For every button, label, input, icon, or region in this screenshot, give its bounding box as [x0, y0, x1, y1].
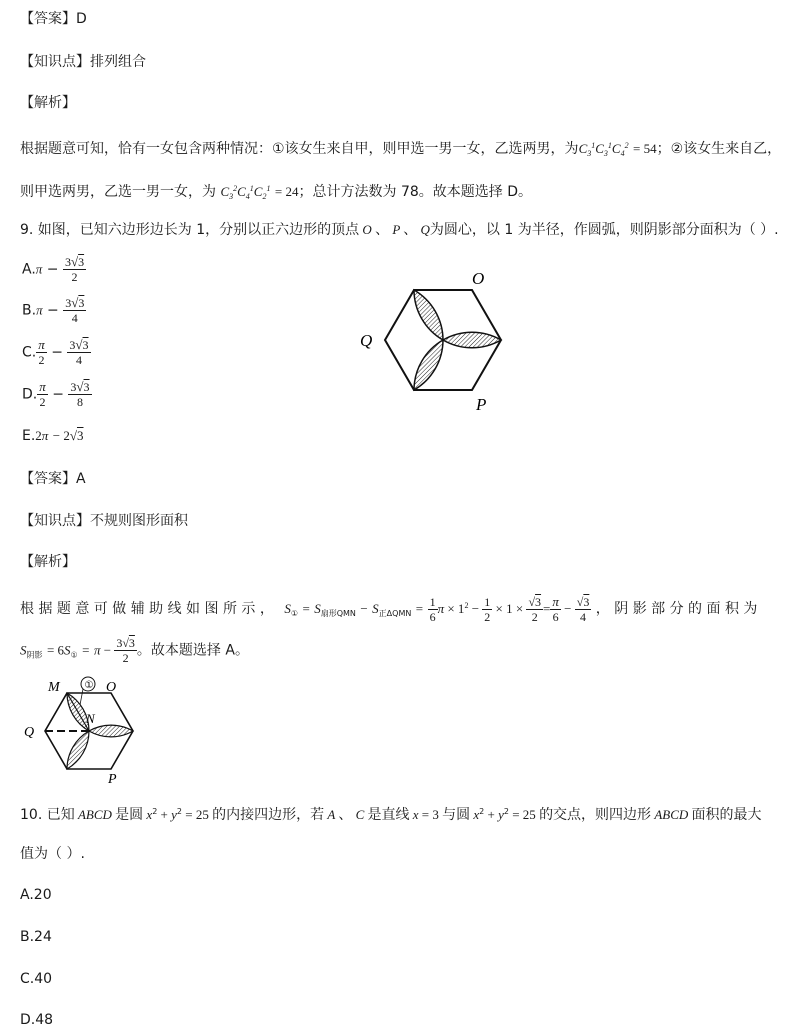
question-10-line-2: 值为（ ）. — [20, 846, 85, 862]
label-q: Q — [360, 331, 373, 350]
analysis-paragraph-1a: 根据题意可知，恰有一女包含两种情况：①该女生来自甲，则甲选一男一女，乙选两男，为$C_3^1C_3^1C_4^2 = 54$；②该女生来自乙， — [20, 141, 782, 158]
knowledge-point-line-2: 【知识点】不规则图形面积 — [20, 513, 188, 529]
q9-option-a: A.π − $\frac{3√3}{2}$ — [22, 254, 85, 284]
question-9: 9. 如图，已知六边形边长为 1，分别以正六边形的顶点 O 、 P 、 Q为圆心，以 1 为半径，作圆弧，则阴影部分面积为（ ）. — [20, 222, 779, 238]
q10-option-d: D.48 — [20, 1012, 54, 1028]
label-o-2: O — [106, 680, 117, 695]
analysis-paragraph-1b: 则甲选两男，乙选一男一女，为 $C_3^2C_4^1C_2^1 = 24$；总计方法数为 78。故本题选择 D。 — [20, 184, 533, 201]
combination-expr-2: $C_3^2C_4^1C_2^1$ — [220, 184, 271, 201]
label-q-2: Q — [24, 725, 35, 740]
answer-line-1: 【答案】D — [20, 11, 87, 27]
analysis-label-2: 【解析】 — [20, 554, 76, 570]
q9-option-c: C. $\frac{\pi}{2}$ − $\frac{3√3}{4}$ — [22, 337, 89, 367]
label-n: N — [86, 711, 95, 726]
label-p-2: P — [108, 772, 117, 787]
answer-line-2: 【答案】A — [20, 471, 86, 487]
label-m: M — [48, 680, 60, 695]
q10-option-a: A.20 — [20, 887, 52, 903]
q10-option-c: C.40 — [20, 971, 53, 987]
analysis-label-1: 【解析】 — [20, 95, 76, 111]
label-o: O — [472, 269, 485, 288]
q9-option-e: E.2π − 2√3 — [22, 428, 84, 444]
q10-option-b: B.24 — [20, 929, 52, 945]
analysis-paragraph-2b: $S_{阴影} = 6S_① = \pi$ − $\frac{3√3}{2}$ 。故本题选择 A。 — [20, 636, 249, 665]
label-p: P — [476, 395, 487, 414]
circled-one: ① — [84, 680, 94, 691]
hexagon-figure-1 — [350, 262, 530, 414]
knowledge-point-line-1: 【知识点】排列组合 — [20, 54, 146, 70]
q9-option-b: B.π − $\frac{3√3}{4}$ — [22, 295, 85, 325]
q9-option-d: D. $\frac{\pi}{2}$ − $\frac{3√3}{8}$ — [22, 379, 90, 409]
analysis-paragraph-2a: 根 据 题 意 可 做 辅 助 线 如 图 所 示 ， $S_① = S_{扇形QMN} - S_{正\Delta QMN}$ = $\frac{1}{6}$ $\pi \times 1^2$ − $\frac{1}{2}$ × 1 × $\frac{√3}{2}$ = $\frac{\pi}{6}$ − $\frac{√3}{4}$ ， 阴 影 部 分 的 面 积 为 — [20, 593, 758, 624]
combination-expr-1: $C_3^1C_3^1C_4^2$ — [578, 141, 629, 158]
hexagon-figure-2 — [22, 675, 152, 785]
question-10: 10. 已知 ABCD 是圆 $x^2 + y^2 = 25$ 的内接四边形，若 A 、 C 是直线 x = 3 与圆 $x^2 + y^2 = 25$ 的交点，则四边形 ABCD 面积的最大 — [20, 807, 762, 823]
